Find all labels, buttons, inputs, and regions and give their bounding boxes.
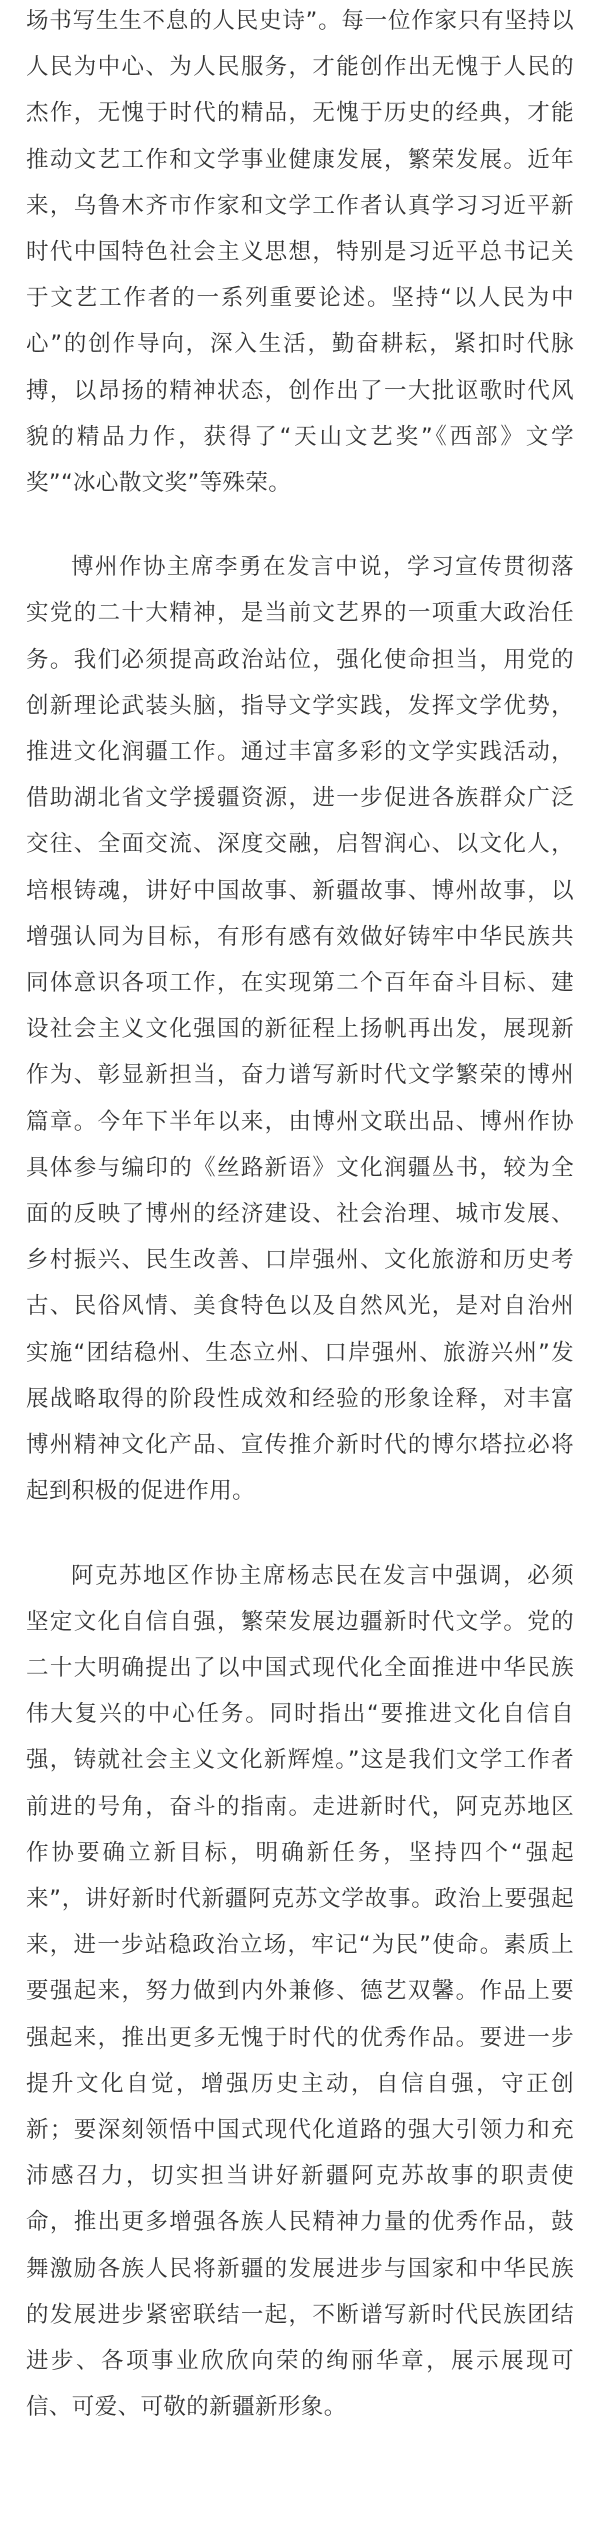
article-paragraph-3: 阿克苏地区作协主席杨志民在发言中强调，必须坚定文化自信自强，繁荣发展边疆新时代文学。党的二十大明确提出了以中国式现代化全面推进中华民族伟大复兴的中心任务。同时指出“要推进文化自信自强，铸就社会主义文化新辉煌。”这是我们文学工作者前进的号角，奋斗的指南。走进新时代，阿克苏地区作协要确立新目标，明确新任务，坚持四个“强起来”，讲好新时代新疆阿克苏文学故事。政治上要强起来，进一步站稳政治立场，牢记“为民”使命。素质上要强起来，努力做到内外兼修、德艺双馨。作品上要强起来，推出更多无愧于时代的优秀作品。要进一步提升文化自觉，增强历史主动，自信自强，守正创新；要深刻领悟中国式现代化道路的强大引领力和充沛感召力，切实担当讲好新疆阿克苏故事的职责使命，推出更多增强各族人民精神力量的优秀作品，鼓舞激励各族人民将新疆的发展进步与国家和中华民族的发展进步紧密联结一起，不断谱写新时代民族团结进步、各项事业欣欣向荣的绚丽华章，展示展现可信、可爱、可敬的新疆新形象。	[26, 1562, 574, 2421]
paragraph-spacer	[26, 1515, 574, 1553]
article-paragraph-1: 场书写生生不息的人民史诗”。每一位作家只有坚持以人民为中心、为人民服务，才能创作出无愧于人民的杰作，无愧于时代的精品，无愧于历史的经典，才能推动文艺工作和文学事业健康发展，繁荣发展。近年来，乌鲁木齐市作家和文学工作者认真学习习近平新时代中国特色社会主义思想，特别是习近平总书记关于文艺工作者的一系列重要论述。坚持“以人民为中心”的创作导向，深入生活，勤奋耕耘，紧扣时代脉搏，以昂扬的精神状态，创作出了一大批讴歌时代风貌的精品力作，获得了“天山文艺奖”《西部》文学奖”“冰心散文奖”等殊荣。	[26, 8, 574, 497]
paragraph-spacer	[26, 506, 574, 544]
article-paragraph-2: 博州作协主席李勇在发言中说，学习宣传贯彻落实党的二十大精神，是当前文艺界的一项重大政治任务。我们必须提高政治站位，强化使命担当，用党的创新理论武装头脑，指导文学实践，发挥文学优势，推进文化润疆工作。通过丰富多彩的文学实践活动，借助湖北省文学援疆资源，进一步促进各族群众广泛交往、全面交流、深度交融，启智润心、以文化人，培根铸魂，讲好中国故事、新疆故事、博州故事，以增强认同为目标，有形有感有效做好铸牢中华民族共同体意识各项工作，在实现第二个百年奋斗目标、建设社会主义文化强国的新征程上扬帆再出发，展现新作为、彰显新担当，奋力谱写新时代文学繁荣的博州篇章。今年下半年以来，由博州文联出品、博州作协具体参与编印的《丝路新语》文化润疆丛书，较为全面的反映了博州的经济建设、社会治理、城市发展、乡村振兴、民生改善、口岸强州、文化旅游和历史考古、民俗风情、美食特色以及自然风光，是对自治州实施“团结稳州、生态立州、口岸强州、旅游兴州”发展战略取得的阶段性成效和经验的形象诠释，对丰富博州精神文化产品、宣传推介新时代的博尔塔拉必将起到积极的促进作用。	[26, 554, 574, 1505]
